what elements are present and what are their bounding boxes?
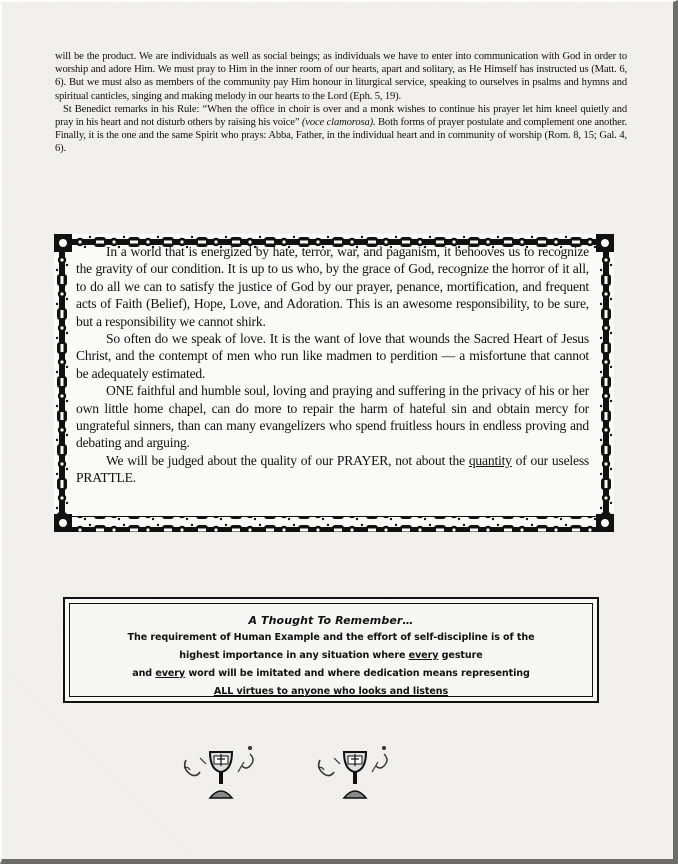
intro-p2-part-b: Both forms of prayer postulate and complement one another. Finally, it is the one and the same Spirit who prays: Abba, Father, in the individual heart and in community of worship (Rom. 8, 15; Gal. 4, 6). <box>55 117 627 155</box>
thought-title: A Thought To Remember… <box>248 614 414 627</box>
box-p4-part-a: We will be judged about the quality of our PRAYER, not about the <box>106 452 465 468</box>
box-paragraph-4 <box>76 452 589 487</box>
thought-line-2 <box>70 650 592 661</box>
thought-line-4-underlined: ALL virtues to anyone who looks and listens <box>213 686 449 697</box>
bordered-box-text <box>76 243 589 487</box>
thought-box-inner-frame <box>69 603 593 697</box>
thought-line-3-underlined: every <box>155 668 186 679</box>
box-paragraph-2: So often do we speak of love. It is the want of love that wounds the Sacred Heart of Jesus Christ, and the contempt of men who run like madmen to perdition — a misfortune that cannot be adequately estimated. <box>76 331 589 381</box>
thought-line-1: The requirement of Human Example and the effort of self-discipline is of the <box>127 632 535 643</box>
box-paragraph-1: In a world that is energized by hate, terror, war, and paganism, it behooves us to recognize the gravity of our condition. It is up to us who, by the grace of God, recognize the horror of it all, to do all we can to satisfy the justice of God by our prayer, penance, mortification, and frequent acts of Faith (Belief), Hope, Love, and Adoration. This is an awesome responsibility, to be sure, but a responsibility we cannot shirk. <box>76 244 589 329</box>
chalice-icon <box>314 740 398 802</box>
box-paragraph-3: ONE faithful and humble soul, loving and praying and suffering in the privacy of his or her own little home chapel, can do more to repair the harm of hateful sin and obtain mercy for ungrateful sinners, than can many evangelizers who spend fruitless hours in endless proving and debating and arguing. <box>76 383 589 451</box>
box-p4-underlined: quantity <box>468 452 512 468</box>
thought-box <box>63 597 599 703</box>
thought-line-2-part-b: gesture <box>441 650 483 661</box>
thought-line-2-part-a: highest importance in any situation where <box>179 650 406 661</box>
thought-line-3-part-a: and <box>132 668 153 679</box>
intro-p2-latin-quote: (voce clamorosa). <box>301 117 376 129</box>
thought-line-4 <box>70 686 592 697</box>
thought-line-3 <box>70 668 592 679</box>
thought-line-3-part-b: word will be imitated and where dedication means representing <box>188 668 530 679</box>
intro-p2-part-a: St Benedict remarks in his Rule: “When the office in choir is over and a monk wishes to continue his prayer let him kneel quietly and pray in his heart and not disturb others by raising his voice” <box>55 103 627 129</box>
box-p4-part-b: of our useless PRATTLE. <box>76 452 589 486</box>
chalice-icon <box>180 740 264 802</box>
thought-line-2-underlined: every <box>408 650 439 661</box>
intro-text <box>55 50 627 156</box>
intro-paragraph-1: will be the product. We are individuals as well as social beings; as individuals we have to enter into communication with God in order to worship and adore Him. We must pray to Him in the inner room of our hearts, apart and solitary, as He Himself has instructed us (Matt. 6, 6). But we must also as members of the community pay Him honour in liturgical service, speaking to ourselves in psalms and hymns and spiritual canticles, singing and making melody in our hearts to the Lord (Eph. 5, 19). <box>55 51 627 102</box>
intro-paragraph-2 <box>55 103 627 156</box>
